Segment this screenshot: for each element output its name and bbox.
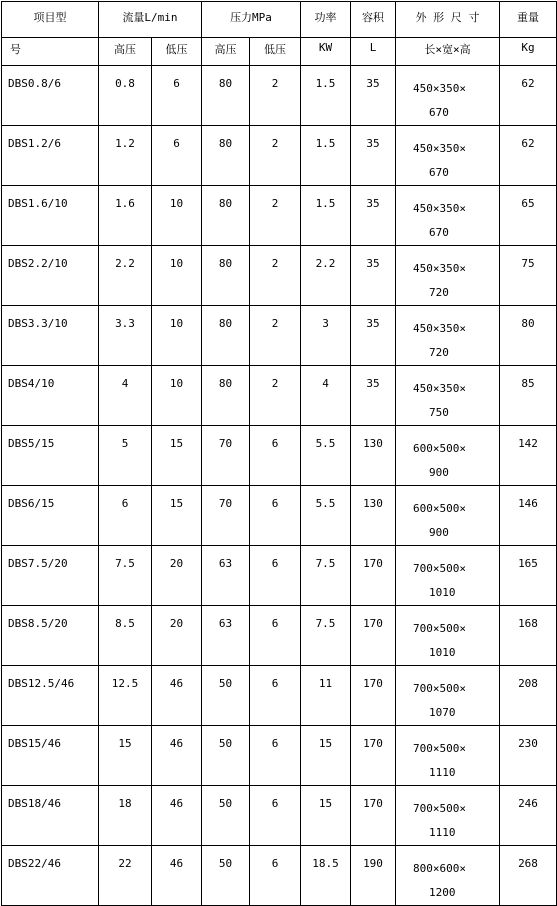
cell-pressure-low: 6 — [250, 426, 301, 486]
cell-weight: 62 — [500, 66, 557, 126]
cell-volume: 35 — [351, 66, 396, 126]
cell-power: 7.5 — [301, 546, 351, 606]
cell-flow-high: 8.5 — [99, 606, 152, 666]
cell-volume: 130 — [351, 486, 396, 546]
cell-weight: 208 — [500, 666, 557, 726]
cell-flow-high: 7.5 — [99, 546, 152, 606]
cell-weight: 85 — [500, 366, 557, 426]
cell-dimensions — [396, 666, 500, 726]
dimensions-height: 720 — [429, 346, 449, 359]
dimensions-height: 670 — [429, 106, 449, 119]
cell-volume: 35 — [351, 186, 396, 246]
spec-table — [1, 1, 557, 906]
cell-pressure-low: 2 — [250, 306, 301, 366]
table-row — [2, 846, 557, 906]
cell-dimensions — [396, 366, 500, 426]
cell-power: 1.5 — [301, 186, 351, 246]
cell-power: 18.5 — [301, 846, 351, 906]
cell-flow-high: 1.2 — [99, 126, 152, 186]
table-row — [2, 66, 557, 126]
cell-pressure-high: 80 — [202, 126, 250, 186]
cell-volume: 35 — [351, 126, 396, 186]
cell-volume: 190 — [351, 846, 396, 906]
table-row — [2, 246, 557, 306]
cell-model: DBS8.5/20 — [2, 606, 99, 666]
header-pressure: 压力MPa — [202, 2, 301, 38]
dimensions-lwh: 450×350× — [413, 382, 466, 395]
cell-flow-low: 10 — [152, 306, 202, 366]
cell-pressure-low: 2 — [250, 66, 301, 126]
dimensions-lwh: 700×500× — [413, 802, 466, 815]
header-dims: 外 形 尺 寸 — [396, 2, 500, 38]
cell-flow-low: 15 — [152, 486, 202, 546]
cell-weight: 168 — [500, 606, 557, 666]
dimensions-height: 1010 — [429, 586, 456, 599]
cell-weight: 75 — [500, 246, 557, 306]
cell-pressure-high: 80 — [202, 366, 250, 426]
cell-weight: 230 — [500, 726, 557, 786]
cell-weight: 246 — [500, 786, 557, 846]
table-row — [2, 126, 557, 186]
cell-dimensions — [396, 606, 500, 666]
cell-flow-low: 10 — [152, 246, 202, 306]
dimensions-lwh: 600×500× — [413, 502, 466, 515]
cell-pressure-high: 50 — [202, 726, 250, 786]
cell-flow-high: 12.5 — [99, 666, 152, 726]
cell-power: 3 — [301, 306, 351, 366]
dimensions-height: 900 — [429, 466, 449, 479]
cell-model: DBS18/46 — [2, 786, 99, 846]
header-row-2 — [2, 38, 557, 66]
cell-weight: 65 — [500, 186, 557, 246]
cell-flow-high: 0.8 — [99, 66, 152, 126]
cell-flow-low: 10 — [152, 186, 202, 246]
dimensions-lwh: 700×500× — [413, 622, 466, 635]
header-flow-low: 低压 — [152, 38, 202, 66]
cell-dimensions — [396, 126, 500, 186]
cell-flow-low: 10 — [152, 366, 202, 426]
cell-pressure-low: 6 — [250, 846, 301, 906]
cell-weight: 62 — [500, 126, 557, 186]
cell-pressure-low: 6 — [250, 786, 301, 846]
dimensions-height: 670 — [429, 166, 449, 179]
header-power-unit: KW — [301, 38, 351, 66]
table-row — [2, 786, 557, 846]
cell-volume: 170 — [351, 666, 396, 726]
cell-model: DBS4/10 — [2, 366, 99, 426]
cell-flow-low: 46 — [152, 726, 202, 786]
dimensions-height: 1070 — [429, 706, 456, 719]
cell-pressure-low: 6 — [250, 546, 301, 606]
cell-power: 4 — [301, 366, 351, 426]
cell-power: 1.5 — [301, 126, 351, 186]
cell-power: 5.5 — [301, 426, 351, 486]
dimensions-height: 750 — [429, 406, 449, 419]
header-model-suffix: 号 — [2, 38, 99, 66]
dimensions-height: 1200 — [429, 886, 456, 899]
cell-flow-high: 15 — [99, 726, 152, 786]
cell-pressure-low: 6 — [250, 666, 301, 726]
cell-weight: 268 — [500, 846, 557, 906]
header-volume-unit: L — [351, 38, 396, 66]
cell-model: DBS12.5/46 — [2, 666, 99, 726]
cell-flow-high: 18 — [99, 786, 152, 846]
table-row — [2, 306, 557, 366]
cell-dimensions — [396, 846, 500, 906]
cell-flow-high: 2.2 — [99, 246, 152, 306]
dimensions-lwh: 700×500× — [413, 742, 466, 755]
cell-dimensions — [396, 486, 500, 546]
cell-volume: 35 — [351, 306, 396, 366]
cell-pressure-low: 6 — [250, 606, 301, 666]
cell-pressure-low: 6 — [250, 726, 301, 786]
cell-dimensions — [396, 66, 500, 126]
header-pressure-high: 高压 — [202, 38, 250, 66]
dimensions-lwh: 450×350× — [413, 82, 466, 95]
cell-pressure-high: 80 — [202, 186, 250, 246]
dimensions-height: 1010 — [429, 646, 456, 659]
cell-pressure-low: 2 — [250, 366, 301, 426]
cell-model: DBS5/15 — [2, 426, 99, 486]
cell-power: 15 — [301, 786, 351, 846]
cell-power: 5.5 — [301, 486, 351, 546]
cell-flow-high: 22 — [99, 846, 152, 906]
cell-flow-low: 46 — [152, 666, 202, 726]
table-row — [2, 426, 557, 486]
cell-model: DBS7.5/20 — [2, 546, 99, 606]
table-row — [2, 666, 557, 726]
cell-pressure-high: 63 — [202, 606, 250, 666]
table-row — [2, 366, 557, 426]
cell-model: DBS15/46 — [2, 726, 99, 786]
dimensions-height: 720 — [429, 286, 449, 299]
dimensions-lwh: 700×500× — [413, 562, 466, 575]
cell-model: DBS6/15 — [2, 486, 99, 546]
cell-weight: 142 — [500, 426, 557, 486]
cell-power: 1.5 — [301, 66, 351, 126]
cell-pressure-low: 2 — [250, 246, 301, 306]
table-row — [2, 486, 557, 546]
cell-dimensions — [396, 426, 500, 486]
header-flow-high: 高压 — [99, 38, 152, 66]
dimensions-lwh: 700×500× — [413, 682, 466, 695]
cell-pressure-low: 2 — [250, 186, 301, 246]
cell-power: 7.5 — [301, 606, 351, 666]
dimensions-height: 1110 — [429, 766, 456, 779]
cell-flow-low: 20 — [152, 546, 202, 606]
cell-flow-high: 4 — [99, 366, 152, 426]
cell-model: DBS2.2/10 — [2, 246, 99, 306]
cell-flow-low: 46 — [152, 786, 202, 846]
cell-dimensions — [396, 546, 500, 606]
cell-weight: 80 — [500, 306, 557, 366]
cell-volume: 130 — [351, 426, 396, 486]
dimensions-lwh: 600×500× — [413, 442, 466, 455]
cell-pressure-high: 50 — [202, 846, 250, 906]
header-dims-unit: 长×宽×高 — [396, 38, 500, 66]
cell-model: DBS1.2/6 — [2, 126, 99, 186]
cell-pressure-high: 80 — [202, 306, 250, 366]
header-flow: 流量L/min — [99, 2, 202, 38]
cell-power: 11 — [301, 666, 351, 726]
cell-model: DBS0.8/6 — [2, 66, 99, 126]
cell-model: DBS1.6/10 — [2, 186, 99, 246]
table-body — [2, 2, 557, 906]
cell-volume: 35 — [351, 246, 396, 306]
cell-volume: 35 — [351, 366, 396, 426]
header-row-1 — [2, 2, 557, 38]
dimensions-height: 900 — [429, 526, 449, 539]
dimensions-lwh: 450×350× — [413, 322, 466, 335]
cell-flow-low: 46 — [152, 846, 202, 906]
cell-pressure-high: 70 — [202, 486, 250, 546]
header-power: 功率 — [301, 2, 351, 38]
cell-flow-low: 6 — [152, 126, 202, 186]
header-volume: 容积 — [351, 2, 396, 38]
cell-dimensions — [396, 726, 500, 786]
cell-weight: 165 — [500, 546, 557, 606]
cell-pressure-low: 6 — [250, 486, 301, 546]
dimensions-lwh: 450×350× — [413, 202, 466, 215]
table-row — [2, 546, 557, 606]
cell-pressure-high: 50 — [202, 786, 250, 846]
cell-dimensions — [396, 246, 500, 306]
cell-flow-high: 1.6 — [99, 186, 152, 246]
cell-volume: 170 — [351, 606, 396, 666]
cell-dimensions — [396, 186, 500, 246]
cell-flow-low: 6 — [152, 66, 202, 126]
dimensions-lwh: 450×350× — [413, 262, 466, 275]
cell-flow-high: 5 — [99, 426, 152, 486]
cell-pressure-high: 80 — [202, 246, 250, 306]
table-row — [2, 606, 557, 666]
cell-pressure-high: 80 — [202, 66, 250, 126]
cell-weight: 146 — [500, 486, 557, 546]
cell-dimensions — [396, 786, 500, 846]
header-weight: 重量 — [500, 2, 557, 38]
cell-flow-low: 15 — [152, 426, 202, 486]
cell-model: DBS22/46 — [2, 846, 99, 906]
cell-volume: 170 — [351, 546, 396, 606]
cell-pressure-low: 2 — [250, 126, 301, 186]
cell-pressure-high: 70 — [202, 426, 250, 486]
table-row — [2, 186, 557, 246]
cell-volume: 170 — [351, 786, 396, 846]
header-pressure-low: 低压 — [250, 38, 301, 66]
cell-flow-high: 3.3 — [99, 306, 152, 366]
table-row — [2, 726, 557, 786]
header-model: 项目型 — [2, 2, 99, 38]
dimensions-lwh: 450×350× — [413, 142, 466, 155]
cell-pressure-high: 63 — [202, 546, 250, 606]
cell-pressure-high: 50 — [202, 666, 250, 726]
cell-dimensions — [396, 306, 500, 366]
cell-power: 2.2 — [301, 246, 351, 306]
dimensions-height: 1110 — [429, 826, 456, 839]
cell-flow-low: 20 — [152, 606, 202, 666]
header-weight-unit: Kg — [500, 38, 557, 66]
cell-power: 15 — [301, 726, 351, 786]
cell-volume: 170 — [351, 726, 396, 786]
cell-model: DBS3.3/10 — [2, 306, 99, 366]
dimensions-lwh: 800×600× — [413, 862, 466, 875]
cell-flow-high: 6 — [99, 486, 152, 546]
dimensions-height: 670 — [429, 226, 449, 239]
